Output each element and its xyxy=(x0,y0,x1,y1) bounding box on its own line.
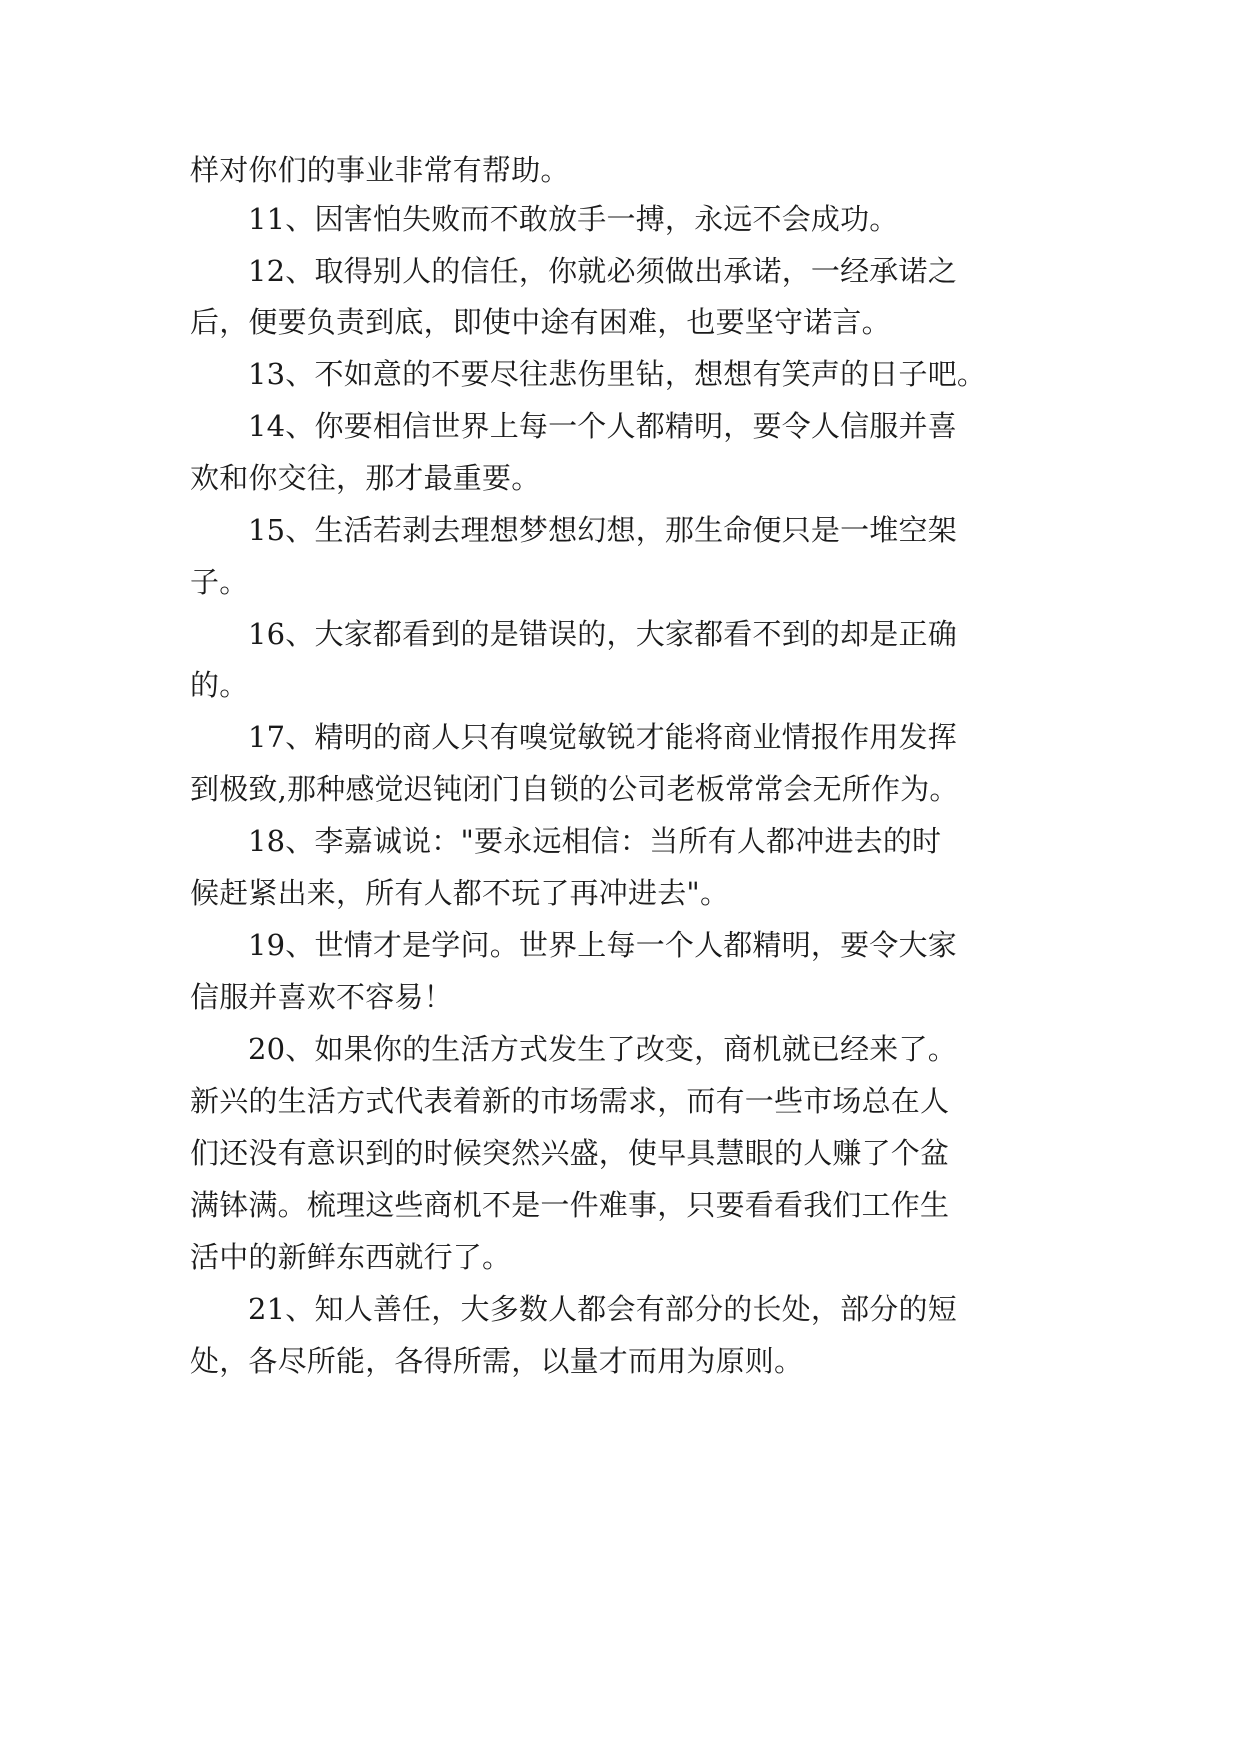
text-line: 13、不如意的不要尽往悲伤里钻，想想有笑声的日子吧。 xyxy=(248,357,987,391)
text-line: 的。 xyxy=(190,668,249,702)
text-line: 19、世情才是学问。世界上每一个人都精明，要令大家 xyxy=(248,928,957,962)
text-line: 欢和你交往，那才最重要。 xyxy=(190,461,541,495)
text-line: 12、取得别人的信任，你就必须做出承诺，一经承诺之 xyxy=(248,254,957,288)
text-line: 14、你要相信世界上每一个人都精明，要令人信服并喜 xyxy=(248,409,957,443)
text-line: 样对你们的事业非常有帮助。 xyxy=(190,153,570,187)
text-line: 候赶紧出来，所有人都不玩了再冲进去"。 xyxy=(190,876,730,910)
text-line: 到极致,那种感觉迟钝闭门自锁的公司老板常常会无所作为。 xyxy=(190,772,959,806)
text-line: 16、大家都看到的是错误的，大家都看不到的却是正确 xyxy=(248,617,957,651)
text-line: 满钵满。梳理这些商机不是一件难事，只要看看我们工作生 xyxy=(190,1188,950,1222)
text-line: 新兴的生活方式代表着新的市场需求，而有一些市场总在人 xyxy=(190,1084,950,1118)
text-line: 11、因害怕失败而不敢放手一搏，永远不会成功。 xyxy=(248,202,899,236)
text-line: 后，便要负责到底，即使中途有困难，也要坚守诺言。 xyxy=(190,305,891,339)
text-line: 18、李嘉诚说："要永远相信：当所有人都冲进去的时 xyxy=(248,824,942,858)
text-line: 17、精明的商人只有嗅觉敏锐才能将商业情报作用发挥 xyxy=(248,720,957,754)
text-line: 们还没有意识到的时候突然兴盛，使早具慧眼的人赚了个盆 xyxy=(190,1136,950,1170)
text-line: 活中的新鲜东西就行了。 xyxy=(190,1240,512,1274)
text-line: 20、如果你的生活方式发生了改变，商机就已经来了。 xyxy=(248,1032,957,1066)
text-line: 处，各尽所能，各得所需，以量才而用为原则。 xyxy=(190,1344,804,1378)
text-line: 15、生活若剥去理想梦想幻想，那生命便只是一堆空架 xyxy=(248,513,957,547)
text-line: 信服并喜欢不容易！ xyxy=(190,980,453,1014)
text-line: 21、知人善任，大多数人都会有部分的长处，部分的短 xyxy=(248,1292,957,1326)
text-line: 子。 xyxy=(190,565,249,599)
